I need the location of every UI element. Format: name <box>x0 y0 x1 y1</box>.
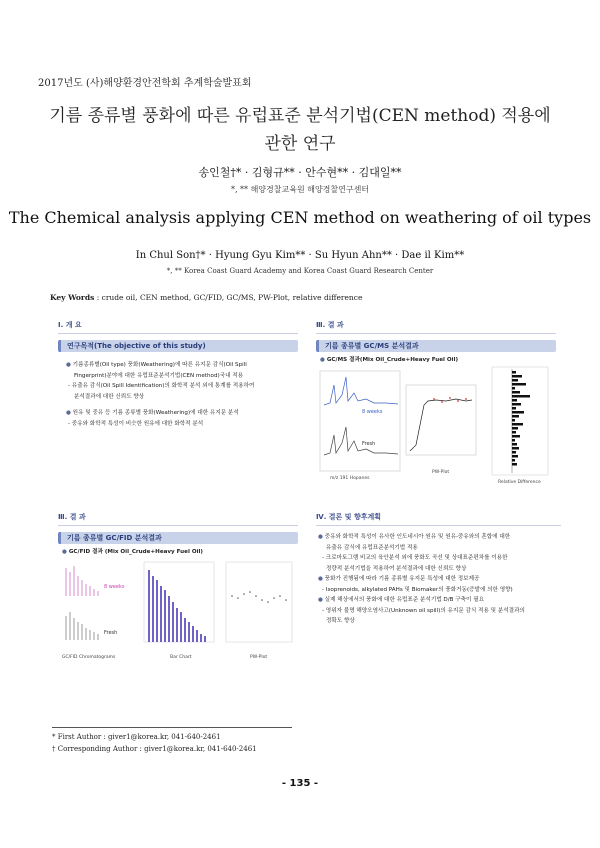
conclusion-line-4: 정량적 분석기법을 적용하여 분석결과에 대한 신뢰도 향상 <box>326 565 467 572</box>
caption-relative-difference: Relative Difference <box>498 480 541 485</box>
intro-panel <box>58 320 298 429</box>
conclusion-body <box>316 532 561 627</box>
fid-chromatograms <box>62 566 125 660</box>
conference-header: 2017년도 (사)해양환경안전학회 추계학술발표회 <box>38 78 252 89</box>
label-fresh: Fresh <box>362 441 376 447</box>
affiliation-english: *, ** Korea Coast Guard Academy and Korea Coast Guard Research Center <box>166 267 434 275</box>
bullet-icon: ● <box>318 576 325 582</box>
gcms-figures <box>316 365 556 485</box>
gcfid-bar: 기름 종류별 GC/FID 분석결과 <box>58 532 298 544</box>
intro-line-3: - 유출유 감식(Oil Spill Identification)의 화학적 분석 외에 통계를 적용하여 <box>68 383 255 389</box>
conclusion-line-8: - 영위자 불명 해양오염사고(Unknown oil spill)의 유지문 감식 적용 및 분석결과의 <box>322 607 525 614</box>
conclusion-line-2: 유출유 감식에 유럽표준분석기법 적용 <box>326 544 418 551</box>
gcfid-section-title: Ⅲ. 결 과 <box>58 513 86 521</box>
bar-chart <box>144 562 214 660</box>
intro-body <box>58 360 298 429</box>
footnote-rule <box>52 727 292 728</box>
keywords <box>50 293 362 302</box>
bullet-icon: ● <box>318 534 325 540</box>
bullet-icon: ● <box>318 597 325 603</box>
divider <box>58 525 298 526</box>
bullet-icon: ● <box>62 549 69 555</box>
gcfid-figures <box>58 556 298 662</box>
fid-pw-plot <box>226 562 292 660</box>
pw-plot <box>406 385 476 475</box>
label-8-weeks: 8 weeks <box>104 584 125 590</box>
caption-fid-pw-plot: PW-Plot <box>250 655 268 660</box>
bullet-icon: ● <box>66 362 73 368</box>
gcfid-panel <box>58 512 298 662</box>
conclusion-line-7: ● 실제 해상에서의 풍화에 대한 유럽표준 분석기법 D/B 구축이 필요 <box>318 597 485 603</box>
conclusion-section-title: Ⅳ. 결론 및 향후계획 <box>316 513 381 521</box>
label-8-weeks: 8 weeks <box>362 409 383 415</box>
footnote-first-author: * First Author : giver1@korea.kr, 041-640-2461 <box>52 733 221 741</box>
keywords-text: : crude oil, CEN method, GC/FID, GC/MS, PW-Plot, relative difference <box>94 293 363 302</box>
caption-hopanes: m/z 191 Hopanes <box>330 476 370 481</box>
divider <box>316 333 556 334</box>
bullet-icon: ● <box>66 410 73 416</box>
intro-line-1: ● 기름종류별(Oil type) 풍화(Weathering)에 따른 유지문 감식(Oil Spill <box>66 362 247 368</box>
title-korean-line2: 관한 연구 <box>264 134 336 154</box>
conclusion-line-3: - 크로마토그램 비교의 육안분석 외에 풍화도 곡선 및 상대표준편차를 이용한 <box>322 555 508 561</box>
conclusion-line-6: - Isoprenoids, alkylated PAHs 및 Biomaker의 풍화거동(증발에 의한 영향) <box>322 586 513 593</box>
conclusion-line-5: ● 풍화가 진행됨에 따라 기름 종류별 유지문 특성에 대한 정보제공 <box>318 576 480 582</box>
intro-line-2: Fingerprint)분야에 대한 유럽표준분석기법(CEN method)국내 적용 <box>74 372 244 379</box>
gcms-subtitle: ● GC/MS 결과(Mix Oil_Crude+Heavy Fuel Oil) <box>320 357 459 363</box>
title-korean-line1: 기름 종류별 풍화에 따른 유럽표준 분석기법(CEN method) 적용에 <box>49 106 551 126</box>
gcfid-subtitle: ● GC/FID 결과 (Mix Oil_Crude+Heavy Fuel Oil) <box>62 549 203 555</box>
affiliation-korean: *, ** 해양경찰교육원 해양경찰연구센터 <box>230 185 370 194</box>
authors-korean: 송인철†* · 김형규** · 안수현** · 김대일** <box>198 166 402 179</box>
footnote-corresponding-author: † Corresponding Author : giver1@korea.kr, 041-640-2461 <box>52 745 257 753</box>
intro-line-4: 분석결과에 대한 신뢰도 향상 <box>74 393 145 400</box>
gcms-panel <box>316 320 556 490</box>
gcms-bar: 기름 종류별 GC/MS 분석결과 <box>316 340 556 352</box>
keywords-label: Key Words <box>50 293 95 302</box>
hopane-chromatogram <box>320 371 400 481</box>
intro-objective-bar: 연구목적(The objective of this study) <box>58 340 298 352</box>
conclusion-line-9: 정확도 향상 <box>326 618 355 624</box>
divider <box>316 525 561 526</box>
intro-line-6: - 중유와 화학적 특성이 비슷한 원유에 대한 화학적 분석 <box>68 420 204 427</box>
title-korean <box>40 102 560 158</box>
bullet-icon: ● <box>320 357 327 363</box>
intro-line-5: ● 원유 및 중유 등 기름 종류별 풍화(Weathering)에 대한 유지문 분석 <box>66 410 239 416</box>
title-english: The Chemical analysis applying CEN method on weathering of oil types <box>8 208 592 227</box>
page-number: - 135 - <box>281 778 319 789</box>
intro-section-title: I. 개 요 <box>58 321 82 329</box>
divider <box>58 333 298 334</box>
label-fresh: Fresh <box>104 630 118 636</box>
conclusion-panel <box>316 512 561 627</box>
conclusion-line-1: ● 중유와 화학적 특성이 유사한 인도네시아 원유 및 원유-중유와의 혼합에 대한 <box>318 534 511 540</box>
caption-pw-plot: PW-Plot <box>432 470 450 475</box>
caption-bar-chart: Bar Chart <box>170 655 192 660</box>
relative-difference-chart <box>492 367 548 485</box>
gcms-section-title: Ⅲ. 결 과 <box>316 321 344 329</box>
caption-chromatograms: GC/FID Chromatograms <box>62 655 116 660</box>
authors-english: In Chul Son†* · Hyung Gyu Kim** · Su Hyun Ahn** · Dae il Kim** <box>135 250 465 261</box>
